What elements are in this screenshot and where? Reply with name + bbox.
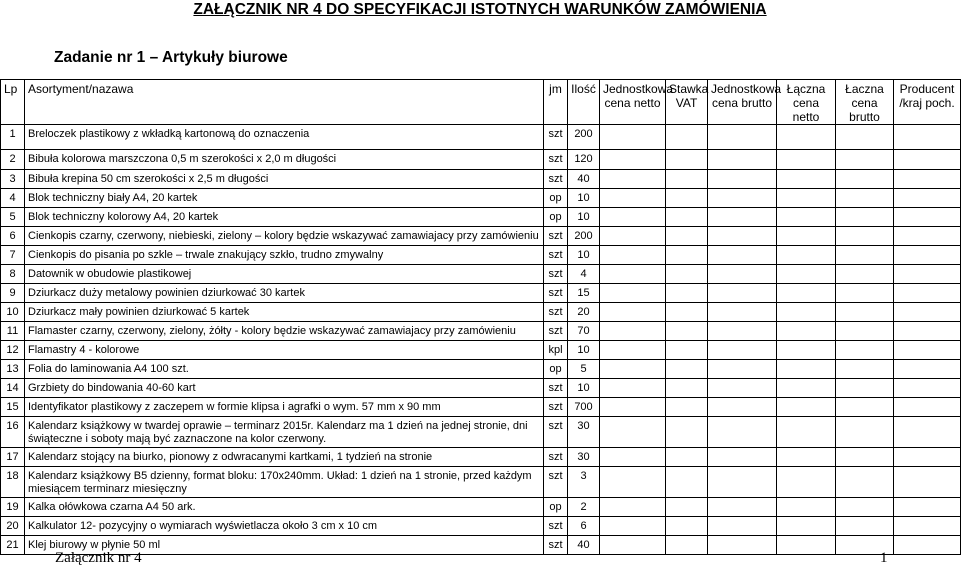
table-row <box>1 448 961 467</box>
cell-name: Cienkopis do pisania po szkle – trwale znakujący szkło, trudno zmywalny <box>25 246 544 265</box>
cell-producer <box>894 170 961 189</box>
table-row <box>1 398 961 417</box>
cell-total-net <box>777 379 836 398</box>
cell-qty: 700 <box>568 398 600 417</box>
cell-name: Klej biurowy w płynie 50 ml <box>25 536 544 555</box>
cell-jm: szt <box>544 379 568 398</box>
cell-qty: 4 <box>568 265 600 284</box>
cell-unit-gross <box>708 303 777 322</box>
cell-vat <box>666 208 708 227</box>
cell-jm: op <box>544 498 568 517</box>
footer-attachment-label: Załącznik nr 4 <box>55 550 142 566</box>
table-row <box>1 303 961 322</box>
cell-producer <box>894 208 961 227</box>
cell-unit-net <box>600 170 666 189</box>
cell-jm: szt <box>544 284 568 303</box>
cell-producer <box>894 284 961 303</box>
cell-total-net <box>777 360 836 379</box>
cell-jm: op <box>544 208 568 227</box>
cell-producer <box>894 517 961 536</box>
cell-name: Breloczek plastikowy z wkładką kartonową do oznaczenia <box>25 125 544 150</box>
cell-name: Folia do laminowania A4 100 szt. <box>25 360 544 379</box>
cell-lp: 5 <box>1 208 25 227</box>
cell-qty: 10 <box>568 379 600 398</box>
cell-qty: 2 <box>568 498 600 517</box>
cell-lp: 19 <box>1 498 25 517</box>
cell-total-net <box>777 398 836 417</box>
table-header-row <box>1 80 961 125</box>
cell-vat <box>666 265 708 284</box>
cell-vat <box>666 246 708 265</box>
cell-unit-gross <box>708 379 777 398</box>
cell-total-gross <box>836 227 894 246</box>
cell-total-net <box>777 467 836 498</box>
cell-name: Blok techniczny kolorowy A4, 20 kartek <box>25 208 544 227</box>
cell-total-net <box>777 150 836 170</box>
cell-unit-gross <box>708 246 777 265</box>
cell-jm: szt <box>544 303 568 322</box>
cell-total-gross <box>836 265 894 284</box>
cell-total-net <box>777 303 836 322</box>
cell-unit-gross <box>708 398 777 417</box>
cell-unit-gross <box>708 467 777 498</box>
cell-producer <box>894 150 961 170</box>
cell-name: Bibuła kolorowa marszczona 0,5 m szerokości x 2,0 m długości <box>25 150 544 170</box>
cell-qty: 30 <box>568 448 600 467</box>
header-jm: jm <box>544 80 568 125</box>
cell-vat <box>666 125 708 150</box>
cell-producer <box>894 448 961 467</box>
cell-producer <box>894 189 961 208</box>
table-row <box>1 125 961 150</box>
cell-vat <box>666 284 708 303</box>
table-row <box>1 498 961 517</box>
cell-unit-net <box>600 498 666 517</box>
cell-total-net <box>777 498 836 517</box>
table-row <box>1 265 961 284</box>
cell-name: Blok techniczny biały A4, 20 kartek <box>25 189 544 208</box>
cell-jm: szt <box>544 398 568 417</box>
table-row <box>1 341 961 360</box>
cell-producer <box>894 467 961 498</box>
table-row <box>1 379 961 398</box>
cell-unit-net <box>600 322 666 341</box>
cell-total-gross <box>836 284 894 303</box>
cell-vat <box>666 398 708 417</box>
cell-total-net <box>777 322 836 341</box>
cell-lp: 8 <box>1 265 25 284</box>
cell-total-gross <box>836 303 894 322</box>
cell-vat <box>666 150 708 170</box>
cell-unit-net <box>600 125 666 150</box>
cell-qty: 10 <box>568 208 600 227</box>
cell-unit-net <box>600 517 666 536</box>
cell-vat <box>666 517 708 536</box>
cell-producer <box>894 341 961 360</box>
cell-producer <box>894 125 961 150</box>
cell-lp: 4 <box>1 189 25 208</box>
cell-vat <box>666 170 708 189</box>
table-row <box>1 189 961 208</box>
cell-jm: szt <box>544 517 568 536</box>
table-row <box>1 517 961 536</box>
cell-unit-net <box>600 208 666 227</box>
cell-total-gross <box>836 467 894 498</box>
cell-unit-gross <box>708 448 777 467</box>
cell-name: Dziurkacz duży metalowy powinien dziurkować 30 kartek <box>25 284 544 303</box>
cell-name: Datownik w obudowie plastikowej <box>25 265 544 284</box>
table-row <box>1 150 961 170</box>
cell-unit-gross <box>708 517 777 536</box>
cell-lp: 2 <box>1 150 25 170</box>
cell-producer <box>894 398 961 417</box>
cell-jm: szt <box>544 265 568 284</box>
cell-lp: 18 <box>1 467 25 498</box>
header-unit-net: Jednostkowa cena netto <box>600 80 666 125</box>
cell-unit-net <box>600 284 666 303</box>
cell-lp: 20 <box>1 517 25 536</box>
cell-vat <box>666 303 708 322</box>
cell-qty: 200 <box>568 227 600 246</box>
cell-total-gross <box>836 398 894 417</box>
cell-name: Grzbiety do bindowania 40-60 kart <box>25 379 544 398</box>
specification-table <box>0 79 961 555</box>
cell-unit-net <box>600 150 666 170</box>
cell-qty: 20 <box>568 303 600 322</box>
cell-lp: 14 <box>1 379 25 398</box>
cell-jm: szt <box>544 150 568 170</box>
cell-unit-gross <box>708 417 777 448</box>
cell-name: Flamastry 4 - kolorowe <box>25 341 544 360</box>
cell-vat <box>666 417 708 448</box>
cell-lp: 13 <box>1 360 25 379</box>
cell-vat <box>666 467 708 498</box>
cell-vat <box>666 341 708 360</box>
cell-unit-net <box>600 265 666 284</box>
cell-unit-gross <box>708 322 777 341</box>
cell-unit-net <box>600 417 666 448</box>
cell-jm: szt <box>544 322 568 341</box>
cell-unit-net <box>600 536 666 555</box>
table-row <box>1 322 961 341</box>
table-row <box>1 360 961 379</box>
cell-vat <box>666 360 708 379</box>
cell-unit-gross <box>708 284 777 303</box>
cell-name: Cienkopis czarny, czerwony, niebieski, zielony – kolory będzie wskazywać zamawiajacy przy zamówieniu <box>25 227 544 246</box>
cell-lp: 11 <box>1 322 25 341</box>
cell-unit-gross <box>708 341 777 360</box>
cell-jm: szt <box>544 227 568 246</box>
cell-qty: 70 <box>568 322 600 341</box>
cell-vat <box>666 536 708 555</box>
cell-unit-net <box>600 227 666 246</box>
cell-qty: 10 <box>568 246 600 265</box>
cell-total-gross <box>836 170 894 189</box>
cell-unit-net <box>600 246 666 265</box>
cell-total-gross <box>836 448 894 467</box>
table-row <box>1 536 961 555</box>
cell-vat <box>666 189 708 208</box>
cell-total-gross <box>836 150 894 170</box>
header-qty: Ilość <box>568 80 600 125</box>
cell-qty: 15 <box>568 284 600 303</box>
header-vat: Stawka VAT <box>666 80 708 125</box>
cell-total-gross <box>836 322 894 341</box>
cell-jm: kpl <box>544 341 568 360</box>
cell-qty: 120 <box>568 150 600 170</box>
cell-total-net <box>777 265 836 284</box>
cell-jm: szt <box>544 170 568 189</box>
cell-lp: 10 <box>1 303 25 322</box>
cell-qty: 40 <box>568 536 600 555</box>
cell-qty: 10 <box>568 341 600 360</box>
cell-jm: szt <box>544 246 568 265</box>
cell-total-net <box>777 284 836 303</box>
cell-total-net <box>777 125 836 150</box>
cell-lp: 12 <box>1 341 25 360</box>
cell-lp: 16 <box>1 417 25 448</box>
cell-producer <box>894 265 961 284</box>
cell-producer <box>894 498 961 517</box>
table-row <box>1 284 961 303</box>
table-row <box>1 246 961 265</box>
cell-producer <box>894 227 961 246</box>
cell-total-net <box>777 227 836 246</box>
cell-unit-net <box>600 360 666 379</box>
cell-qty: 200 <box>568 125 600 150</box>
cell-total-net <box>777 189 836 208</box>
cell-unit-net <box>600 448 666 467</box>
cell-name: Kalka ołówkowa czarna A4 50 ark. <box>25 498 544 517</box>
cell-producer <box>894 303 961 322</box>
cell-qty: 30 <box>568 417 600 448</box>
cell-total-gross <box>836 125 894 150</box>
cell-unit-gross <box>708 189 777 208</box>
cell-unit-gross <box>708 227 777 246</box>
cell-unit-gross <box>708 265 777 284</box>
cell-total-net <box>777 517 836 536</box>
header-unit-gross: Jednostkowa cena brutto <box>708 80 777 125</box>
cell-unit-gross <box>708 170 777 189</box>
cell-vat <box>666 448 708 467</box>
cell-qty: 40 <box>568 170 600 189</box>
cell-unit-gross <box>708 536 777 555</box>
cell-vat <box>666 498 708 517</box>
cell-unit-net <box>600 467 666 498</box>
cell-jm: op <box>544 360 568 379</box>
cell-producer <box>894 379 961 398</box>
cell-total-net <box>777 448 836 467</box>
cell-total-gross <box>836 517 894 536</box>
table-row <box>1 417 961 448</box>
cell-total-net <box>777 246 836 265</box>
cell-unit-net <box>600 398 666 417</box>
cell-total-net <box>777 341 836 360</box>
cell-unit-gross <box>708 150 777 170</box>
cell-vat <box>666 322 708 341</box>
cell-lp: 17 <box>1 448 25 467</box>
table-row <box>1 467 961 498</box>
cell-name: Dziurkacz mały powinien dziurkować 5 kartek <box>25 303 544 322</box>
cell-lp: 6 <box>1 227 25 246</box>
table-row <box>1 170 961 189</box>
cell-total-gross <box>836 360 894 379</box>
cell-lp: 1 <box>1 125 25 150</box>
cell-producer <box>894 322 961 341</box>
cell-unit-net <box>600 341 666 360</box>
cell-lp: 3 <box>1 170 25 189</box>
cell-total-gross <box>836 379 894 398</box>
cell-jm: szt <box>544 448 568 467</box>
cell-qty: 6 <box>568 517 600 536</box>
cell-total-gross <box>836 246 894 265</box>
cell-total-gross <box>836 341 894 360</box>
cell-jm: szt <box>544 467 568 498</box>
cell-name: Kalendarz stojący na biurko, pionowy z odwracanymi kartkami, 1 tydzień na stronie <box>25 448 544 467</box>
cell-unit-gross <box>708 125 777 150</box>
cell-unit-gross <box>708 208 777 227</box>
cell-name: Identyfikator plastikowy z zaczepem w formie klipsa i agrafki o wym. 57 mm x 90 mm <box>25 398 544 417</box>
cell-jm: szt <box>544 536 568 555</box>
cell-name: Kalkulator 12- pozycyjny o wymiarach wyświetlacza około 3 cm x 10 cm <box>25 517 544 536</box>
table-body <box>1 125 961 555</box>
cell-unit-net <box>600 189 666 208</box>
cell-total-net <box>777 417 836 448</box>
cell-name: Kalendarz książkowy B5 dzienny, format bloku: 170x240mm. Układ: 1 dzień na 1 stronie, przed każdym miesiącem terminarz miesięczny <box>25 467 544 498</box>
cell-unit-net <box>600 379 666 398</box>
cell-lp: 7 <box>1 246 25 265</box>
cell-total-net <box>777 536 836 555</box>
cell-jm: szt <box>544 125 568 150</box>
header-total-gross: Łaczna cena brutto <box>836 80 894 125</box>
cell-total-net <box>777 170 836 189</box>
cell-producer <box>894 246 961 265</box>
document-subtitle: Zadanie nr 1 – Artykuły biurowe <box>54 49 288 66</box>
cell-total-net <box>777 208 836 227</box>
cell-total-gross <box>836 208 894 227</box>
cell-jm: szt <box>544 417 568 448</box>
document-title: ZAŁĄCZNIK NR 4 DO SPECYFIKACJI ISTOTNYCH WARUNKÓW ZAMÓWIENIA <box>193 1 767 18</box>
header-total-net: Łączna cena netto <box>777 80 836 125</box>
cell-producer <box>894 536 961 555</box>
cell-vat <box>666 227 708 246</box>
cell-lp: 21 <box>1 536 25 555</box>
cell-name: Bibuła krepina 50 cm szerokości x 2,5 m długości <box>25 170 544 189</box>
header-producer: Producent /kraj poch. <box>894 80 961 125</box>
header-lp: Lp <box>1 80 25 125</box>
cell-qty: 5 <box>568 360 600 379</box>
cell-unit-gross <box>708 360 777 379</box>
cell-unit-net <box>600 303 666 322</box>
cell-total-gross <box>836 498 894 517</box>
footer-page-number: 1 <box>880 550 888 566</box>
cell-qty: 10 <box>568 189 600 208</box>
cell-producer <box>894 360 961 379</box>
cell-producer <box>894 417 961 448</box>
cell-total-gross <box>836 417 894 448</box>
cell-unit-gross <box>708 498 777 517</box>
cell-vat <box>666 379 708 398</box>
header-name: Asortyment/nazawa <box>25 80 544 125</box>
cell-jm: op <box>544 189 568 208</box>
cell-lp: 9 <box>1 284 25 303</box>
cell-qty: 3 <box>568 467 600 498</box>
cell-name: Flamaster czarny, czerwony, zielony, żółty - kolory będzie wskazywać zamawiajacy przy zamówieniu <box>25 322 544 341</box>
table-row <box>1 208 961 227</box>
cell-total-gross <box>836 189 894 208</box>
table-row <box>1 227 961 246</box>
cell-name: Kalendarz książkowy w twardej oprawie – terminarz 2015r. Kalendarz ma 1 dzień na jednej stronie, dni świąteczne i soboty mają być zaznaczone na kolor czerwony. <box>25 417 544 448</box>
cell-lp: 15 <box>1 398 25 417</box>
